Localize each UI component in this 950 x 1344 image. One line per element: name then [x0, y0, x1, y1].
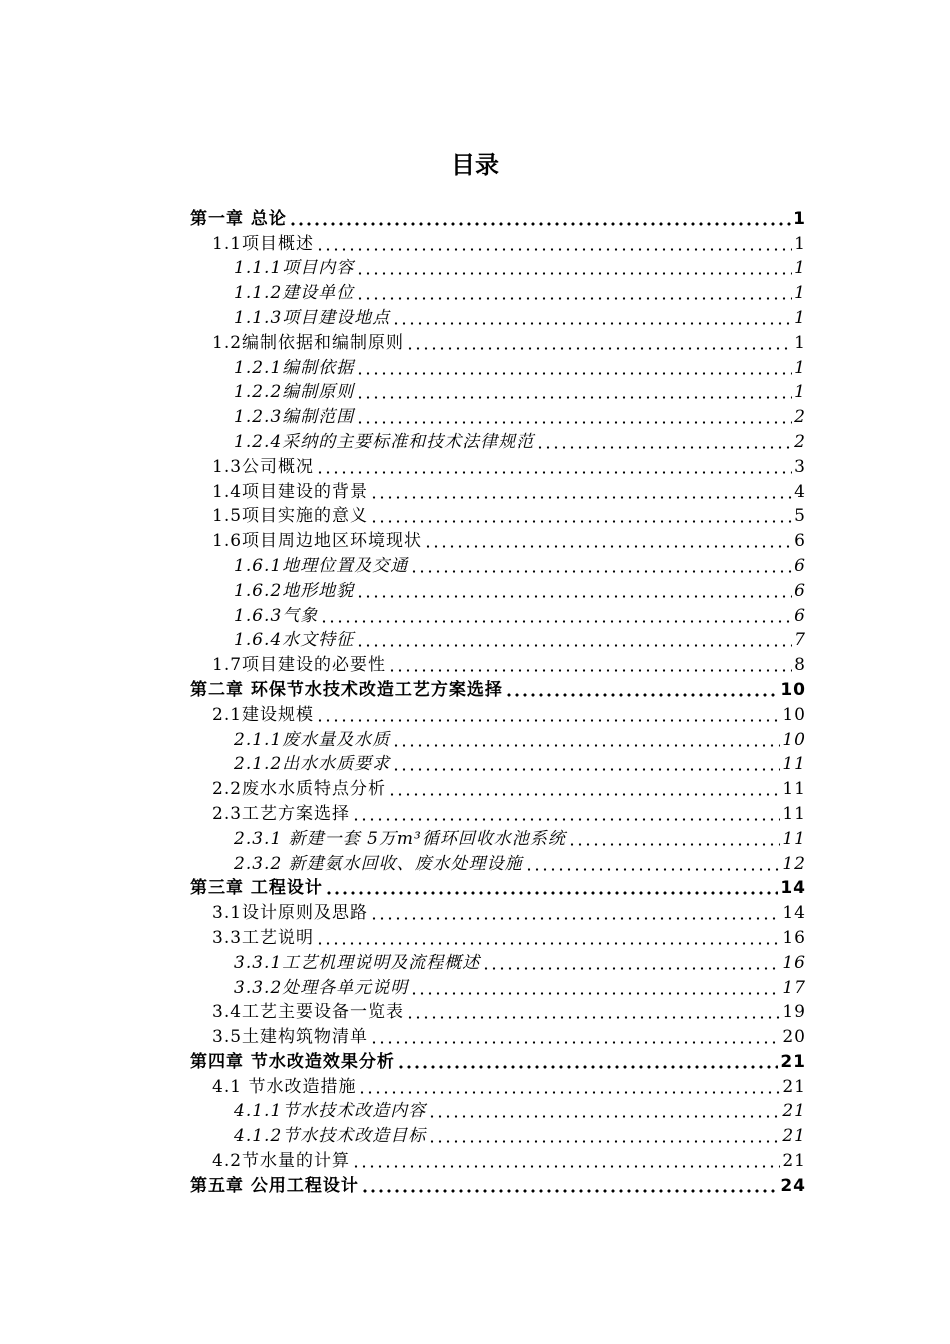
toc-entry-page: 12: [782, 853, 806, 874]
toc-entry[interactable]: [190, 279, 806, 304]
dot-leader: [370, 1041, 780, 1044]
dot-leader: [289, 222, 791, 226]
toc-entry[interactable]: [190, 1073, 806, 1098]
toc-entry-page: 8: [794, 655, 806, 676]
dot-leader: [388, 793, 780, 796]
toc-entry-label: 3.4工艺主要设备一览表: [212, 1002, 405, 1023]
toc-entry[interactable]: [190, 751, 806, 776]
toc-entry-page: 1: [794, 382, 806, 403]
dot-leader: [358, 1091, 780, 1094]
dot-leader: [370, 496, 792, 499]
dot-leader: [406, 347, 792, 350]
dot-leader: [356, 272, 792, 275]
toc-entry-page: 1: [794, 307, 806, 328]
toc-entry-label: 4.1.2节水技术改造目标: [234, 1126, 427, 1147]
toc-entry-label: 1.6.2地形地貌: [234, 580, 355, 601]
toc-entry-page: 16: [782, 927, 806, 948]
toc-entry-label: 2.2废水水质特点分析: [212, 779, 387, 800]
toc-entry-page: 14: [780, 878, 806, 899]
toc-entry[interactable]: [190, 230, 806, 255]
toc-entry[interactable]: [190, 726, 806, 751]
toc-entry-label: 1.1.2建设单位: [234, 283, 355, 304]
toc-entry-page: 1: [794, 233, 806, 254]
toc-entry-page: 2: [794, 407, 806, 428]
toc-entry-page: 16: [782, 952, 806, 973]
toc-entry[interactable]: [190, 875, 806, 900]
toc-entry-label: 1.2.3编制范围: [234, 407, 355, 428]
toc-entry-page: 11: [782, 754, 806, 775]
dot-leader: [392, 322, 792, 325]
dot-leader: [316, 942, 780, 945]
toc-entry-page: 1: [794, 332, 806, 353]
toc-entry-label: 1.1.1项目内容: [234, 258, 355, 279]
dot-leader: [424, 545, 792, 548]
toc-entry-page: 11: [782, 828, 806, 849]
dot-leader: [352, 1165, 780, 1168]
toc-entry[interactable]: [190, 527, 806, 552]
toc-entry[interactable]: [190, 1098, 806, 1123]
table-of-contents: [190, 205, 806, 1197]
toc-entry-label: 1.6.4水文特征: [234, 630, 355, 651]
toc-entry-page: 6: [794, 555, 806, 576]
toc-entry-label: 4.1 节水改造措施: [212, 1076, 357, 1097]
dot-leader: [388, 669, 792, 672]
toc-entry-page: 1: [794, 283, 806, 304]
toc-entry-label: 4.1.1节水技术改造内容: [234, 1101, 427, 1122]
dot-leader: [356, 595, 792, 598]
toc-entry[interactable]: [190, 825, 806, 850]
toc-entry-label: 第二章 环保节水技术改造工艺方案选择: [190, 679, 503, 700]
toc-entry-label: 2.1建设规模: [212, 704, 315, 725]
toc-entry-page: 21: [782, 1126, 806, 1147]
toc-entry-page: 6: [794, 580, 806, 601]
toc-entry[interactable]: [190, 329, 806, 354]
toc-entry[interactable]: [190, 577, 806, 602]
toc-entry-label: 1.3公司概况: [212, 456, 315, 477]
toc-entry-page: 10: [782, 704, 806, 725]
toc-entry[interactable]: [190, 899, 806, 924]
dot-leader: [356, 396, 792, 399]
toc-entry-page: 1: [794, 258, 806, 279]
toc-entry-page: 21: [782, 1076, 806, 1097]
toc-entry-page: 21: [782, 1151, 806, 1172]
dot-leader: [410, 570, 792, 573]
dot-leader: [525, 868, 781, 871]
dot-leader: [370, 520, 792, 523]
toc-entry-page: 6: [794, 605, 806, 626]
dot-leader: [428, 1140, 780, 1143]
toc-entry[interactable]: [190, 1147, 806, 1172]
toc-entry[interactable]: [190, 974, 806, 999]
toc-title: 目录: [451, 151, 499, 179]
dot-leader: [316, 248, 792, 251]
toc-entry-label: 2.3.1 新建一套 5万m³循环回收水池系统: [234, 828, 566, 849]
toc-entry-page: 11: [782, 803, 806, 824]
toc-entry[interactable]: [190, 676, 806, 701]
toc-entry-label: 1.1项目概述: [212, 233, 315, 254]
toc-entry-page: 11: [782, 779, 806, 800]
dot-leader: [356, 644, 792, 647]
toc-entry[interactable]: [190, 924, 806, 949]
toc-entry-page: 4: [794, 481, 806, 502]
toc-entry[interactable]: [190, 478, 806, 503]
toc-entry[interactable]: [190, 850, 806, 875]
toc-entry-page: 1: [793, 208, 806, 229]
toc-entry[interactable]: [190, 354, 806, 379]
dot-leader: [356, 297, 792, 300]
toc-entry[interactable]: [190, 775, 806, 800]
dot-leader: [316, 719, 780, 722]
toc-entry-label: 1.6.3气象: [234, 605, 319, 626]
toc-entry-label: 1.7项目建设的必要性: [212, 655, 387, 676]
toc-entry-label: 1.6.1地理位置及交通: [234, 555, 409, 576]
toc-entry[interactable]: [190, 651, 806, 676]
dot-leader: [536, 446, 792, 449]
toc-entry[interactable]: [190, 552, 806, 577]
toc-entry[interactable]: [190, 1122, 806, 1147]
toc-entry[interactable]: [190, 205, 806, 230]
dot-leader: [482, 967, 780, 970]
toc-entry-label: 第三章 工程设计: [190, 878, 323, 899]
toc-entry-label: 2.3.2 新建氨水回收、废水处理设施: [234, 853, 523, 874]
toc-entry[interactable]: [190, 701, 806, 726]
toc-entry-label: 3.1设计原则及思路: [212, 903, 369, 924]
toc-entry-page: 17: [782, 977, 806, 998]
dot-leader: [325, 891, 778, 895]
dot-leader: [392, 768, 780, 771]
dot-leader: [410, 992, 780, 995]
toc-entry-page: 10: [782, 729, 806, 750]
toc-entry[interactable]: [190, 602, 806, 627]
toc-entry-label: 第五章 公用工程设计: [190, 1175, 359, 1196]
toc-entry-label: 第一章 总论: [190, 208, 287, 229]
toc-entry-page: 10: [780, 679, 806, 700]
toc-entry-label: 1.2.1编制依据: [234, 357, 355, 378]
dot-leader: [392, 744, 780, 747]
toc-entry-label: 3.3.2处理各单元说明: [234, 977, 409, 998]
dot-leader: [356, 421, 792, 424]
toc-entry-label: 1.2.4采纳的主要标准和技术法律规范: [234, 431, 535, 452]
toc-entry-page: 24: [780, 1175, 806, 1196]
toc-entry[interactable]: [190, 403, 806, 428]
toc-entry[interactable]: [190, 949, 806, 974]
dot-leader: [505, 693, 778, 697]
dot-leader: [428, 1115, 780, 1118]
toc-entry[interactable]: [190, 1023, 806, 1048]
toc-entry-page: 7: [794, 630, 806, 651]
toc-entry-label: 3.3工艺说明: [212, 927, 315, 948]
dot-leader: [316, 471, 792, 474]
dot-leader: [397, 1065, 778, 1069]
toc-entry-label: 1.2编制依据和编制原则: [212, 332, 405, 353]
dot-leader: [356, 372, 792, 375]
toc-entry-page: 6: [794, 531, 806, 552]
toc-entry[interactable]: [190, 379, 806, 404]
toc-entry[interactable]: [190, 1172, 806, 1197]
toc-entry-label: 第四章 节水改造效果分析: [190, 1051, 395, 1072]
toc-entry[interactable]: [190, 255, 806, 280]
toc-entry-page: 19: [782, 1002, 806, 1023]
dot-leader: [361, 1189, 778, 1193]
toc-entry[interactable]: [190, 1048, 806, 1073]
toc-entry-page: 20: [782, 1027, 806, 1048]
toc-entry[interactable]: [190, 627, 806, 652]
toc-entry-label: 3.5土建构筑物清单: [212, 1027, 369, 1048]
toc-entry-label: 2.3工艺方案选择: [212, 803, 351, 824]
toc-entry-label: 1.1.3项目建设地点: [234, 307, 391, 328]
toc-entry[interactable]: [190, 453, 806, 478]
dot-leader: [568, 843, 781, 846]
toc-entry-label: 3.3.1工艺机理说明及流程概述: [234, 952, 481, 973]
toc-entry[interactable]: [190, 304, 806, 329]
toc-entry-page: 14: [782, 903, 806, 924]
toc-entry[interactable]: [190, 428, 806, 453]
dot-leader: [352, 818, 780, 821]
dot-leader: [406, 1016, 780, 1019]
toc-entry-page: 21: [780, 1051, 806, 1072]
toc-entry-label: 1.6项目周边地区环境现状: [212, 531, 423, 552]
toc-entry-label: 1.4项目建设的背景: [212, 481, 369, 502]
toc-entry-label: 1.2.2编制原则: [234, 382, 355, 403]
toc-entry-page: 3: [794, 456, 806, 477]
toc-entry-page: 2: [794, 431, 806, 452]
dot-leader: [320, 620, 792, 623]
toc-entry-label: 1.5项目实施的意义: [212, 506, 369, 527]
toc-entry[interactable]: [190, 999, 806, 1024]
toc-entry-page: 1: [794, 357, 806, 378]
toc-entry[interactable]: [190, 503, 806, 528]
toc-entry-label: 4.2节水量的计算: [212, 1151, 351, 1172]
toc-entry-page: 5: [794, 506, 806, 527]
toc-entry[interactable]: [190, 800, 806, 825]
toc-entry-label: 2.1.1废水量及水质: [234, 729, 391, 750]
toc-entry-label: 2.1.2出水水质要求: [234, 754, 391, 775]
dot-leader: [370, 917, 780, 920]
toc-entry-page: 21: [782, 1101, 806, 1122]
